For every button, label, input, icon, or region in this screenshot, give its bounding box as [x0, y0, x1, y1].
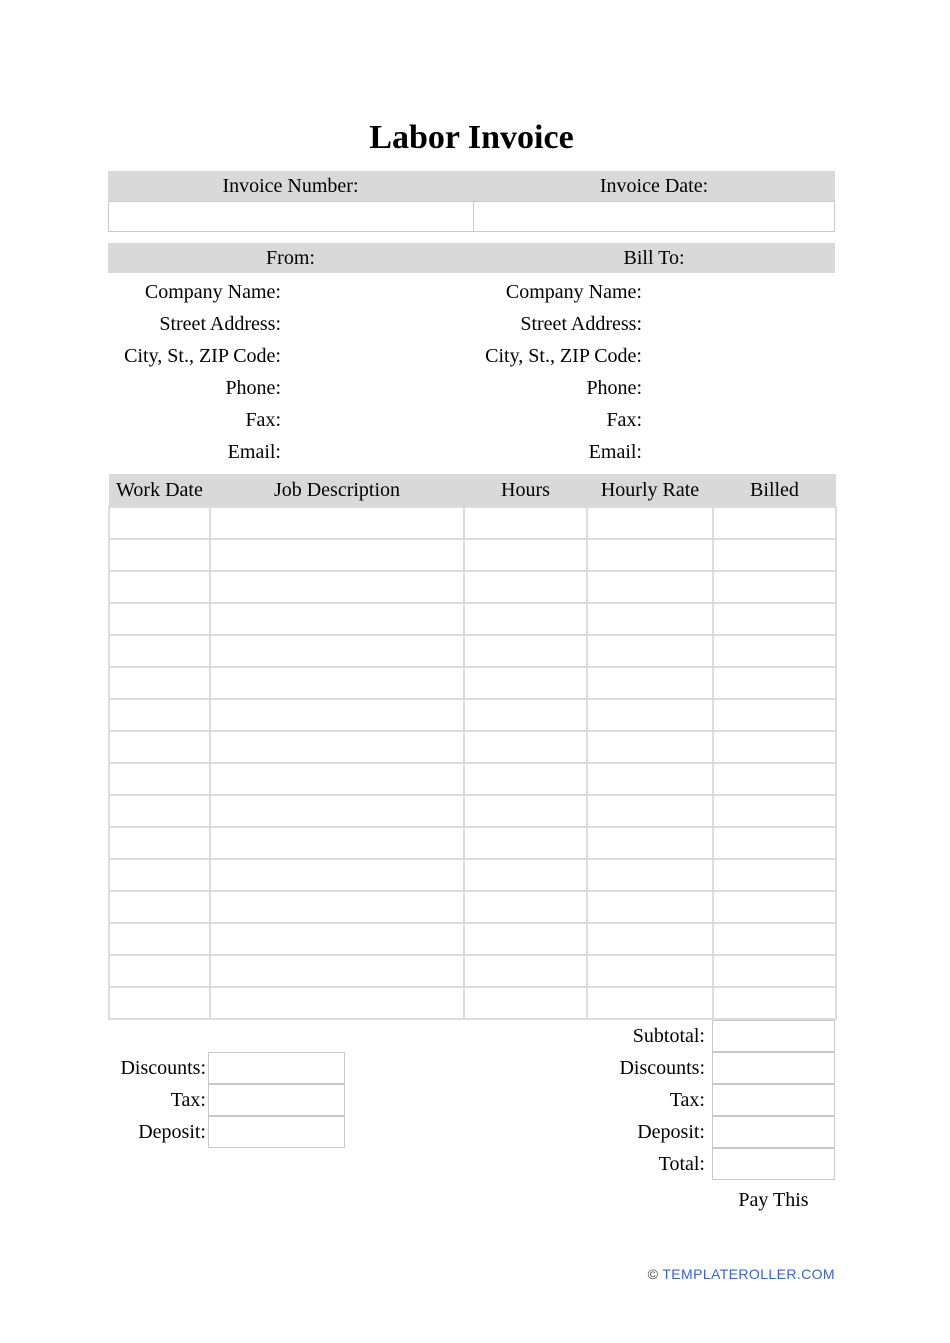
- table-cell[interactable]: [587, 539, 713, 571]
- table-cell[interactable]: [109, 603, 210, 635]
- table-cell[interactable]: [464, 891, 587, 923]
- table-cell[interactable]: [464, 955, 587, 987]
- table-cell[interactable]: [210, 859, 464, 891]
- table-cell[interactable]: [713, 859, 836, 891]
- table-cell[interactable]: [464, 571, 587, 603]
- table-cell[interactable]: [587, 987, 713, 1019]
- summary-left-spacer: [108, 1148, 345, 1180]
- subtotal-label: Subtotal:: [632, 1025, 705, 1047]
- billto-fax-label: Fax:: [606, 408, 642, 431]
- table-cell[interactable]: [210, 603, 464, 635]
- pay-this-label: Pay This: [738, 1189, 809, 1211]
- column-header-work-date: Work Date: [109, 474, 210, 507]
- table-cell[interactable]: [587, 507, 713, 539]
- from-city-st-zip-value[interactable]: [281, 340, 471, 372]
- column-header-job-description: Job Description: [210, 474, 464, 507]
- table-cell[interactable]: [210, 795, 464, 827]
- table-cell[interactable]: [109, 731, 210, 763]
- table-cell[interactable]: [464, 795, 587, 827]
- table-cell[interactable]: [587, 955, 713, 987]
- table-cell[interactable]: [109, 795, 210, 827]
- table-cell[interactable]: [587, 763, 713, 795]
- from-fax-label: Fax:: [245, 408, 281, 431]
- billto-city-st-zip-label: City, St., ZIP Code:: [485, 344, 642, 367]
- from-section-label: From:: [266, 246, 315, 269]
- table-row: [109, 827, 836, 859]
- table-cell[interactable]: [109, 507, 210, 539]
- table-cell[interactable]: [587, 891, 713, 923]
- invoice-meta-input-row: [108, 201, 835, 232]
- table-cell[interactable]: [713, 507, 836, 539]
- table-cell[interactable]: [109, 923, 210, 955]
- table-cell[interactable]: [587, 827, 713, 859]
- table-row: [109, 539, 836, 571]
- left-tax-label: Tax:: [170, 1089, 206, 1111]
- summary-section: [108, 1020, 835, 1180]
- parties-fields: [108, 273, 835, 471]
- billto-company-name-label: Company Name:: [505, 280, 642, 303]
- table-cell[interactable]: [587, 699, 713, 731]
- table-cell[interactable]: [210, 539, 464, 571]
- right-deposit-label: Deposit:: [637, 1121, 705, 1143]
- table-cell[interactable]: [109, 699, 210, 731]
- table-row: [109, 635, 836, 667]
- summary-row-subtotal: [108, 1020, 835, 1052]
- table-cell[interactable]: [464, 731, 587, 763]
- table-row: [109, 603, 836, 635]
- table-cell[interactable]: [464, 699, 587, 731]
- summary-row-total: [108, 1148, 835, 1180]
- table-cell[interactable]: [713, 955, 836, 987]
- table-cell[interactable]: [713, 635, 836, 667]
- table-cell[interactable]: [464, 859, 587, 891]
- right-tax-label: Tax:: [669, 1089, 705, 1111]
- page-title: Labor Invoice: [369, 119, 574, 156]
- table-cell[interactable]: [713, 827, 836, 859]
- left-deposit-label: Deposit:: [138, 1121, 206, 1143]
- table-cell[interactable]: [464, 827, 587, 859]
- address-row-company-name: [108, 276, 835, 308]
- table-cell[interactable]: [587, 731, 713, 763]
- from-company-name-value[interactable]: [281, 276, 471, 308]
- items-table: [108, 474, 837, 1020]
- table-cell[interactable]: [210, 699, 464, 731]
- left-deposit-input[interactable]: [208, 1116, 345, 1148]
- from-fax-value[interactable]: [281, 404, 471, 436]
- table-cell[interactable]: [210, 731, 464, 763]
- table-cell[interactable]: [713, 923, 836, 955]
- invoice-content: [108, 171, 835, 1212]
- table-cell[interactable]: [587, 603, 713, 635]
- table-cell[interactable]: [713, 891, 836, 923]
- left-tax-input[interactable]: [208, 1084, 345, 1116]
- right-discounts-label: Discounts:: [619, 1057, 705, 1079]
- table-row: [109, 859, 836, 891]
- table-row: [109, 763, 836, 795]
- right-discounts-input[interactable]: [712, 1052, 835, 1084]
- from-email-value[interactable]: [281, 436, 471, 468]
- summary-row-tax: [108, 1084, 835, 1116]
- from-street-address-value[interactable]: [281, 308, 471, 340]
- invoice-meta-header-bar: [108, 171, 835, 201]
- table-cell[interactable]: [587, 635, 713, 667]
- invoice-number-label: Invoice Number:: [222, 174, 359, 197]
- table-cell[interactable]: [587, 923, 713, 955]
- table-cell[interactable]: [464, 603, 587, 635]
- table-cell[interactable]: [109, 539, 210, 571]
- address-row-phone: [108, 372, 835, 404]
- from-phone-label: Phone:: [225, 376, 281, 399]
- from-email-label: Email:: [227, 440, 281, 463]
- table-cell[interactable]: [109, 859, 210, 891]
- billto-phone-label: Phone:: [586, 376, 642, 399]
- table-cell[interactable]: [713, 667, 836, 699]
- bill-to-section-label: Bill To:: [623, 246, 685, 269]
- invoice-number-input[interactable]: [109, 202, 473, 231]
- invoice-date-input[interactable]: [473, 202, 834, 231]
- table-cell[interactable]: [464, 923, 587, 955]
- from-company-name-label: Company Name:: [144, 280, 281, 303]
- table-cell[interactable]: [713, 731, 836, 763]
- table-cell[interactable]: [210, 571, 464, 603]
- table-row: [109, 571, 836, 603]
- table-row: [109, 795, 836, 827]
- address-row-city-st-zip: [108, 340, 835, 372]
- summary-left-spacer: [108, 1020, 345, 1052]
- table-cell[interactable]: [464, 763, 587, 795]
- table-cell[interactable]: [109, 763, 210, 795]
- templateroller-link[interactable]: TEMPLATEROLLER.COM: [662, 1266, 835, 1282]
- table-cell[interactable]: [109, 571, 210, 603]
- table-row: [109, 891, 836, 923]
- footer: [648, 1266, 835, 1282]
- table-cell[interactable]: [210, 827, 464, 859]
- billto-fax-value[interactable]: [642, 404, 835, 436]
- column-header-billed: Billed: [713, 474, 836, 507]
- items-table-header-row: [109, 474, 836, 507]
- total-input[interactable]: [712, 1148, 835, 1180]
- table-cell[interactable]: [109, 955, 210, 987]
- table-cell[interactable]: [109, 667, 210, 699]
- address-row-street-address: [108, 308, 835, 340]
- from-street-address-label: Street Address:: [159, 312, 281, 335]
- billto-company-name-value[interactable]: [642, 276, 835, 308]
- items-table-body: [109, 507, 836, 1019]
- table-cell[interactable]: [210, 763, 464, 795]
- table-row: [109, 731, 836, 763]
- table-cell[interactable]: [210, 987, 464, 1019]
- invoice-date-label: Invoice Date:: [599, 174, 709, 197]
- billto-email-label: Email:: [588, 440, 642, 463]
- table-cell[interactable]: [713, 987, 836, 1019]
- copyright-symbol: ©: [647, 1266, 659, 1282]
- table-row: [109, 667, 836, 699]
- table-cell[interactable]: [464, 667, 587, 699]
- table-cell[interactable]: [587, 571, 713, 603]
- table-cell[interactable]: [210, 923, 464, 955]
- parties-header-bar: [108, 243, 835, 273]
- billto-phone-value[interactable]: [642, 372, 835, 404]
- from-phone-value[interactable]: [281, 372, 471, 404]
- left-discounts-label: Discounts:: [120, 1057, 206, 1079]
- table-cell[interactable]: [587, 859, 713, 891]
- table-row: [109, 955, 836, 987]
- table-cell[interactable]: [713, 795, 836, 827]
- address-row-email: [108, 436, 835, 468]
- table-cell[interactable]: [464, 539, 587, 571]
- column-header-hours: Hours: [464, 474, 587, 507]
- summary-row-discounts: [108, 1052, 835, 1084]
- billto-street-address-label: Street Address:: [520, 312, 642, 335]
- billto-street-address-value[interactable]: [642, 308, 835, 340]
- table-cell[interactable]: [713, 539, 836, 571]
- table-cell[interactable]: [713, 603, 836, 635]
- from-city-st-zip-label: City, St., ZIP Code:: [124, 344, 281, 367]
- summary-row-deposit: [108, 1116, 835, 1148]
- table-cell[interactable]: [210, 891, 464, 923]
- table-row: [109, 699, 836, 731]
- table-row: [109, 987, 836, 1019]
- billto-city-st-zip-value[interactable]: [642, 340, 835, 372]
- billto-email-value[interactable]: [642, 436, 835, 468]
- table-cell[interactable]: [464, 507, 587, 539]
- table-cell[interactable]: [109, 635, 210, 667]
- table-cell[interactable]: [210, 955, 464, 987]
- total-label: Total:: [658, 1153, 705, 1175]
- column-header-hourly-rate: Hourly Rate: [587, 474, 713, 507]
- table-cell[interactable]: [210, 667, 464, 699]
- table-cell[interactable]: [109, 987, 210, 1019]
- table-row: [109, 507, 836, 539]
- right-tax-input[interactable]: [712, 1084, 835, 1116]
- address-row-fax: [108, 404, 835, 436]
- table-cell[interactable]: [587, 795, 713, 827]
- table-cell[interactable]: [464, 987, 587, 1019]
- table-cell[interactable]: [464, 635, 587, 667]
- table-cell[interactable]: [210, 635, 464, 667]
- table-row: [109, 923, 836, 955]
- left-discounts-input[interactable]: [208, 1052, 345, 1084]
- table-cell[interactable]: [109, 827, 210, 859]
- table-cell[interactable]: [109, 891, 210, 923]
- table-cell[interactable]: [713, 763, 836, 795]
- table-cell[interactable]: [587, 667, 713, 699]
- table-cell[interactable]: [713, 571, 836, 603]
- right-deposit-input[interactable]: [712, 1116, 835, 1148]
- subtotal-input[interactable]: [712, 1020, 835, 1052]
- table-cell[interactable]: [210, 507, 464, 539]
- table-cell[interactable]: [713, 699, 836, 731]
